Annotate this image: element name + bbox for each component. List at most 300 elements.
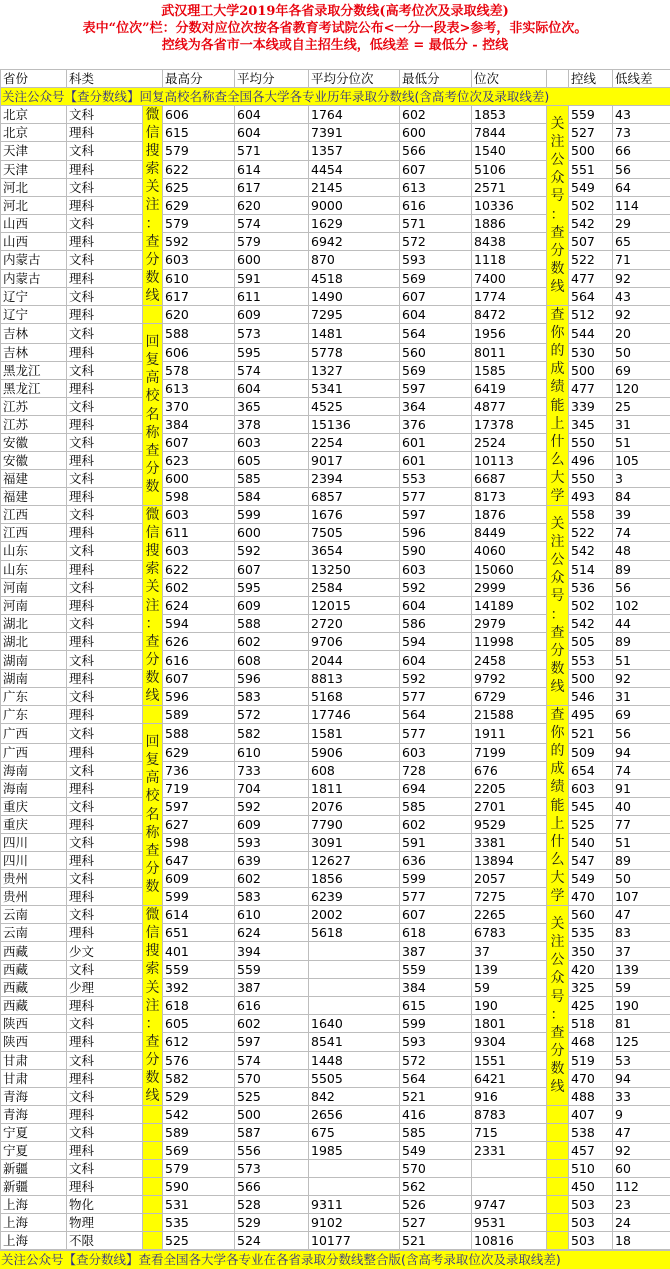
avg-rank: 5505 — [309, 1069, 400, 1087]
avg-rank: 12015 — [309, 596, 400, 614]
min-rank: 1118 — [472, 251, 547, 269]
category: 理科 — [67, 852, 143, 870]
min-rank: 1551 — [472, 1051, 547, 1069]
avg-rank — [309, 978, 400, 996]
category: 理科 — [67, 780, 143, 798]
avg-score: 599 — [235, 506, 309, 524]
min-rank: 7844 — [472, 124, 547, 142]
province: 吉林 — [1, 344, 67, 362]
line-diff: 29 — [613, 215, 670, 233]
max-score: 602 — [163, 578, 235, 596]
max-score: 606 — [163, 106, 235, 124]
avg-score: 609 — [235, 306, 309, 324]
max-score: 588 — [163, 324, 235, 344]
province: 辽宁 — [1, 306, 67, 324]
line-diff: 56 — [613, 724, 670, 744]
line-diff: 112 — [613, 1178, 670, 1196]
max-score: 611 — [163, 524, 235, 542]
control-line: 488 — [569, 1087, 613, 1105]
table-row — [1, 1196, 670, 1214]
province: 青海 — [1, 1087, 67, 1105]
line-diff: 107 — [613, 888, 670, 906]
min-score: 387 — [400, 942, 472, 960]
avg-rank: 7790 — [309, 816, 400, 834]
avg-score: 579 — [235, 233, 309, 251]
max-score: 620 — [163, 306, 235, 324]
province: 甘肃 — [1, 1069, 67, 1087]
max-score: 605 — [163, 1015, 235, 1033]
promo-gap — [143, 1178, 163, 1196]
column-header: 省份 — [1, 70, 67, 88]
max-score: 542 — [163, 1106, 235, 1124]
category: 理科 — [67, 560, 143, 578]
min-score: 585 — [400, 1124, 472, 1142]
avg-score: 592 — [235, 798, 309, 816]
control-line: 477 — [569, 380, 613, 398]
avg-rank: 675 — [309, 1124, 400, 1142]
province: 重庆 — [1, 816, 67, 834]
promo-gap — [547, 1124, 569, 1142]
line-diff: 74 — [613, 524, 670, 542]
table-row — [1, 596, 670, 614]
min-rank: 1774 — [472, 287, 547, 305]
control-line: 502 — [569, 196, 613, 214]
avg-rank: 12627 — [309, 852, 400, 870]
category: 理科 — [67, 816, 143, 834]
category: 理科 — [67, 1069, 143, 1087]
max-score: 531 — [163, 1196, 235, 1214]
line-diff: 77 — [613, 816, 670, 834]
line-diff: 56 — [613, 160, 670, 178]
max-score: 647 — [163, 852, 235, 870]
avg-score: 592 — [235, 542, 309, 560]
category: 文科 — [67, 724, 143, 744]
min-score: 636 — [400, 852, 472, 870]
table-row — [1, 1160, 670, 1178]
line-diff: 71 — [613, 251, 670, 269]
min-score: 607 — [400, 287, 472, 305]
province: 西藏 — [1, 978, 67, 996]
min-score: 615 — [400, 996, 472, 1014]
min-score: 604 — [400, 651, 472, 669]
category: 理科 — [67, 524, 143, 542]
promo-vertical-text: 回 复 高 校 名 称 查 分 数 — [143, 724, 163, 906]
min-rank: 6421 — [472, 1069, 547, 1087]
control-line: 519 — [569, 1051, 613, 1069]
promo-gap — [143, 1160, 163, 1178]
avg-rank: 2656 — [309, 1106, 400, 1124]
min-score: 577 — [400, 724, 472, 744]
max-score: 627 — [163, 816, 235, 834]
category: 理科 — [67, 924, 143, 942]
province: 陕西 — [1, 1033, 67, 1051]
category: 理科 — [67, 706, 143, 724]
avg-rank — [309, 996, 400, 1014]
max-score: 582 — [163, 1069, 235, 1087]
avg-score: 605 — [235, 452, 309, 470]
province: 山西 — [1, 233, 67, 251]
table-row — [1, 1069, 670, 1087]
avg-score: 614 — [235, 160, 309, 178]
avg-rank: 17746 — [309, 706, 400, 724]
avg-rank: 1357 — [309, 142, 400, 160]
province: 河北 — [1, 196, 67, 214]
category: 理科 — [67, 744, 143, 762]
control-line: 550 — [569, 434, 613, 452]
column-header-row — [1, 70, 670, 88]
min-rank: 2205 — [472, 780, 547, 798]
control-line: 493 — [569, 488, 613, 506]
province: 河北 — [1, 178, 67, 196]
line-diff: 48 — [613, 542, 670, 560]
category: 理科 — [67, 233, 143, 251]
province: 河南 — [1, 596, 67, 614]
max-score: 614 — [163, 906, 235, 924]
control-line: 522 — [569, 251, 613, 269]
province: 山东 — [1, 542, 67, 560]
control-line: 535 — [569, 924, 613, 942]
max-score: 569 — [163, 1142, 235, 1160]
min-rank: 10816 — [472, 1232, 547, 1250]
province: 西藏 — [1, 960, 67, 978]
category: 文科 — [67, 1051, 143, 1069]
min-score: 603 — [400, 560, 472, 578]
min-rank: 9792 — [472, 669, 547, 687]
avg-rank: 9000 — [309, 196, 400, 214]
avg-score: 620 — [235, 196, 309, 214]
table-row — [1, 1051, 670, 1069]
promo-gap — [547, 1178, 569, 1196]
min-score: 592 — [400, 578, 472, 596]
promo-gap — [547, 1232, 569, 1250]
control-line: 542 — [569, 215, 613, 233]
avg-score: 597 — [235, 1033, 309, 1051]
avg-score: 365 — [235, 398, 309, 416]
promo-vertical-text: 查 你 的 成 绩 能 上 什 么 大 学 — [547, 706, 569, 906]
min-rank: 2571 — [472, 178, 547, 196]
category: 文科 — [67, 834, 143, 852]
avg-score: 556 — [235, 1142, 309, 1160]
min-rank: 1585 — [472, 362, 547, 380]
page-header — [0, 0, 670, 69]
max-score: 622 — [163, 160, 235, 178]
table-row — [1, 269, 670, 287]
province: 广西 — [1, 724, 67, 744]
control-line: 564 — [569, 287, 613, 305]
table-row — [1, 106, 670, 124]
avg-score: 610 — [235, 906, 309, 924]
line-diff: 120 — [613, 380, 670, 398]
min-rank: 6419 — [472, 380, 547, 398]
avg-score: 524 — [235, 1232, 309, 1250]
category: 文科 — [67, 651, 143, 669]
province: 上海 — [1, 1232, 67, 1250]
max-score: 579 — [163, 215, 235, 233]
table-row — [1, 669, 670, 687]
category: 文科 — [67, 470, 143, 488]
table-row — [1, 633, 670, 651]
category: 理科 — [67, 996, 143, 1014]
avg-rank: 1629 — [309, 215, 400, 233]
avg-rank: 1640 — [309, 1015, 400, 1033]
avg-rank — [309, 1178, 400, 1196]
province: 四川 — [1, 852, 67, 870]
category: 少理 — [67, 978, 143, 996]
min-score: 607 — [400, 160, 472, 178]
min-rank: 2057 — [472, 870, 547, 888]
avg-score: 602 — [235, 633, 309, 651]
min-score: 596 — [400, 524, 472, 542]
line-diff: 50 — [613, 870, 670, 888]
province: 重庆 — [1, 798, 67, 816]
avg-score: 378 — [235, 416, 309, 434]
avg-score: 607 — [235, 560, 309, 578]
control-line: 603 — [569, 780, 613, 798]
province: 山西 — [1, 215, 67, 233]
avg-rank: 2002 — [309, 906, 400, 924]
line-diff: 40 — [613, 798, 670, 816]
category: 文科 — [67, 106, 143, 124]
max-score: 625 — [163, 178, 235, 196]
avg-score: 600 — [235, 524, 309, 542]
category: 文科 — [67, 1124, 143, 1142]
max-score: 598 — [163, 488, 235, 506]
min-score: 592 — [400, 669, 472, 687]
min-score: 549 — [400, 1142, 472, 1160]
table-row — [1, 287, 670, 305]
min-rank: 1853 — [472, 106, 547, 124]
category: 文科 — [67, 1160, 143, 1178]
min-rank: 9304 — [472, 1033, 547, 1051]
table-row — [1, 215, 670, 233]
avg-score: 582 — [235, 724, 309, 744]
line-diff: 66 — [613, 142, 670, 160]
province: 广西 — [1, 744, 67, 762]
control-line: 518 — [569, 1015, 613, 1033]
line-diff: 190 — [613, 996, 670, 1014]
min-score: 597 — [400, 506, 472, 524]
avg-score: 529 — [235, 1214, 309, 1232]
control-line: 514 — [569, 560, 613, 578]
min-rank: 9529 — [472, 816, 547, 834]
control-line: 542 — [569, 542, 613, 560]
avg-rank: 608 — [309, 762, 400, 780]
table-row — [1, 178, 670, 196]
line-diff: 89 — [613, 560, 670, 578]
min-rank: 916 — [472, 1087, 547, 1105]
line-diff: 3 — [613, 470, 670, 488]
province: 北京 — [1, 106, 67, 124]
avg-rank: 7391 — [309, 124, 400, 142]
province: 山东 — [1, 560, 67, 578]
category: 理科 — [67, 196, 143, 214]
province: 贵州 — [1, 870, 67, 888]
table-row — [1, 434, 670, 452]
promo-gap — [547, 1214, 569, 1232]
min-score: 577 — [400, 888, 472, 906]
avg-score: 584 — [235, 488, 309, 506]
control-line: 549 — [569, 870, 613, 888]
min-rank: 14189 — [472, 596, 547, 614]
line-diff: 114 — [613, 196, 670, 214]
table-row — [1, 852, 670, 870]
category: 文科 — [67, 870, 143, 888]
min-score: 591 — [400, 834, 472, 852]
max-score: 535 — [163, 1214, 235, 1232]
table-row — [1, 324, 670, 344]
table-row — [1, 780, 670, 798]
promo-gap — [143, 1232, 163, 1250]
avg-score: 603 — [235, 434, 309, 452]
control-line: 457 — [569, 1142, 613, 1160]
min-score: 569 — [400, 362, 472, 380]
min-rank: 8438 — [472, 233, 547, 251]
column-header: 最低分 — [400, 70, 472, 88]
table-row — [1, 1214, 670, 1232]
line-diff: 89 — [613, 633, 670, 651]
category: 物化 — [67, 1196, 143, 1214]
min-rank: 676 — [472, 762, 547, 780]
max-score: 597 — [163, 798, 235, 816]
top-banner[interactable]: 关注公众号【查分数线】回复高校名称查全国各大学各专业历年录取分数线(含高考位次及录取线差) — [1, 88, 670, 106]
avg-score: 566 — [235, 1178, 309, 1196]
category: 理科 — [67, 633, 143, 651]
line-diff: 92 — [613, 1142, 670, 1160]
max-score: 719 — [163, 780, 235, 798]
avg-score: 593 — [235, 834, 309, 852]
category: 文科 — [67, 142, 143, 160]
promo-vertical-text: 关 注 公 众 号 ： 查 分 数 线 — [547, 506, 569, 706]
control-line: 527 — [569, 124, 613, 142]
table-row — [1, 124, 670, 142]
avg-score: 394 — [235, 942, 309, 960]
province: 云南 — [1, 924, 67, 942]
control-line: 477 — [569, 269, 613, 287]
min-rank: 7199 — [472, 744, 547, 762]
line-diff: 31 — [613, 687, 670, 705]
avg-score: 588 — [235, 615, 309, 633]
min-score: 384 — [400, 978, 472, 996]
column-header: 平均分位次 — [309, 70, 400, 88]
min-score: 560 — [400, 344, 472, 362]
province: 上海 — [1, 1214, 67, 1232]
table-row — [1, 744, 670, 762]
control-line: 536 — [569, 578, 613, 596]
control-line: 502 — [569, 596, 613, 614]
avg-rank: 8541 — [309, 1033, 400, 1051]
min-score: 585 — [400, 798, 472, 816]
max-score: 629 — [163, 744, 235, 762]
min-rank: 139 — [472, 960, 547, 978]
province: 江苏 — [1, 416, 67, 434]
max-score: 401 — [163, 942, 235, 960]
min-score: 572 — [400, 1051, 472, 1069]
category: 文科 — [67, 615, 143, 633]
avg-score: 608 — [235, 651, 309, 669]
line-diff: 92 — [613, 269, 670, 287]
avg-rank: 5618 — [309, 924, 400, 942]
promo-vertical-text: 关 注 公 众 号 ： 查 分 数 线 — [547, 106, 569, 306]
avg-rank: 3654 — [309, 542, 400, 560]
min-rank: 2999 — [472, 578, 547, 596]
province: 江西 — [1, 524, 67, 542]
min-rank: 2701 — [472, 798, 547, 816]
line-diff: 51 — [613, 434, 670, 452]
avg-rank: 1985 — [309, 1142, 400, 1160]
control-line: 407 — [569, 1106, 613, 1124]
control-line: 558 — [569, 506, 613, 524]
table-row — [1, 344, 670, 362]
min-rank: 2458 — [472, 651, 547, 669]
control-line: 503 — [569, 1196, 613, 1214]
control-line: 546 — [569, 687, 613, 705]
avg-score: 583 — [235, 888, 309, 906]
note-control-line: 控线为各省市一本线或自主招生线，低线差 = 最低分 - 控线 — [0, 37, 670, 54]
line-diff: 9 — [613, 1106, 670, 1124]
table-row — [1, 196, 670, 214]
avg-rank: 2720 — [309, 615, 400, 633]
min-score: 559 — [400, 960, 472, 978]
line-diff: 37 — [613, 942, 670, 960]
line-diff: 139 — [613, 960, 670, 978]
min-score: 604 — [400, 306, 472, 324]
bottom-banner[interactable]: 关注公众号【查分数线】查看全国各大学各专业在各省录取分数线整合版(含高考录取位次及录取线差) — [0, 1250, 670, 1269]
avg-score: 595 — [235, 344, 309, 362]
category: 文科 — [67, 1087, 143, 1105]
min-score: 597 — [400, 380, 472, 398]
avg-score: 583 — [235, 687, 309, 705]
province: 湖北 — [1, 633, 67, 651]
min-score: 613 — [400, 178, 472, 196]
min-rank: 59 — [472, 978, 547, 996]
avg-rank: 6942 — [309, 233, 400, 251]
control-line: 560 — [569, 906, 613, 924]
min-score: 602 — [400, 816, 472, 834]
line-diff: 73 — [613, 124, 670, 142]
control-line: 540 — [569, 834, 613, 852]
promo-vertical-text: 微 信 搜 索 关 注 ： 查 分 数 线 — [143, 506, 163, 706]
control-line: 544 — [569, 324, 613, 344]
control-line: 509 — [569, 744, 613, 762]
category: 理科 — [67, 596, 143, 614]
line-diff: 18 — [613, 1232, 670, 1250]
category: 理科 — [67, 1178, 143, 1196]
line-diff: 81 — [613, 1015, 670, 1033]
control-line: 510 — [569, 1160, 613, 1178]
max-score: 559 — [163, 960, 235, 978]
line-diff: 31 — [613, 416, 670, 434]
category: 理科 — [67, 1142, 143, 1160]
min-score: 604 — [400, 596, 472, 614]
avg-score: 587 — [235, 1124, 309, 1142]
min-rank: 1911 — [472, 724, 547, 744]
min-rank: 190 — [472, 996, 547, 1014]
province: 西藏 — [1, 942, 67, 960]
min-rank: 8173 — [472, 488, 547, 506]
line-diff: 83 — [613, 924, 670, 942]
control-line: 325 — [569, 978, 613, 996]
max-score: 578 — [163, 362, 235, 380]
table-body — [1, 106, 670, 1250]
avg-score: 600 — [235, 251, 309, 269]
min-score: 728 — [400, 762, 472, 780]
table-row — [1, 1142, 670, 1160]
category: 文科 — [67, 398, 143, 416]
max-score: 603 — [163, 506, 235, 524]
table-row — [1, 542, 670, 560]
control-line: 522 — [569, 524, 613, 542]
table-row — [1, 142, 670, 160]
